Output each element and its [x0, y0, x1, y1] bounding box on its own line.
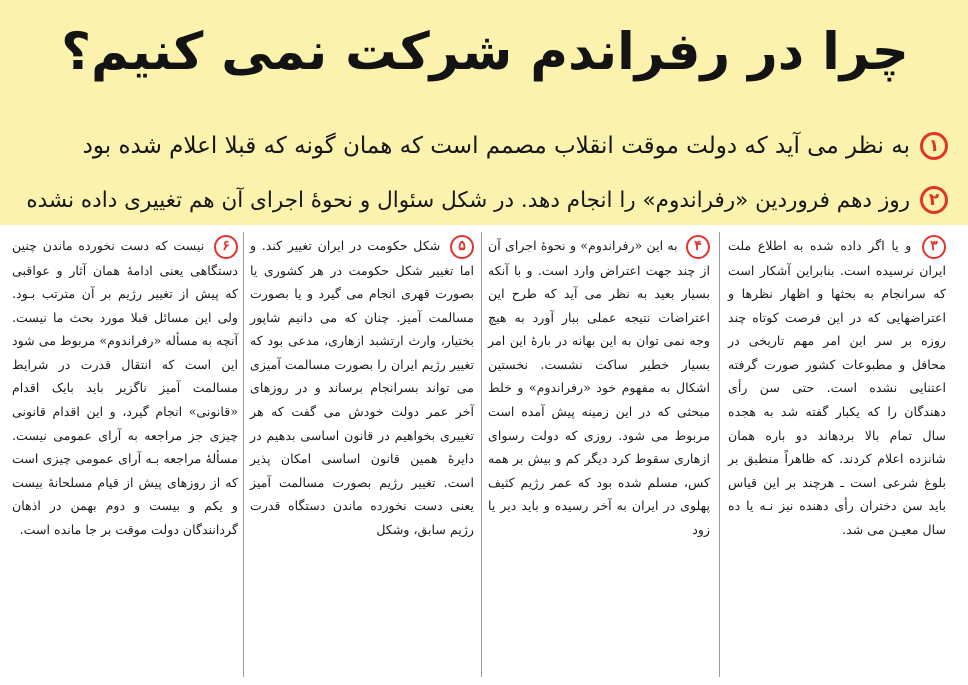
- column-text: نیست که دست نخورده ماندن چنین دستگاهی یعنی ادامهٔ همان آثار و عواقبی که پیش از تغییر رژیم بر آن مترتب بـود. ولی این مسائل قبلا مورد بحث ما نیست. آنچه به مسأله «رفراندوم» مربوط می شود این است که انتقال قدرت در شرایط مسالمت آمیز ناگزیر باید بایک اقدام «قانونی» انجام گیرد، و این اقدام قانونی چیزی جز مراجعه به آرای عمومی نیست. مسألهٔ مراجعه بـه آرای عمومی چیزی است که از روزهای پیش از قیام مسلحانهٔ بیست و یکم و بیست و دوم بهمن در اذهان گردانندگان دولت موقت بر جا مانده است.: [12, 238, 238, 538]
- headline: چرا در رفراندم شرکت نمی کنیم؟: [61, 22, 909, 82]
- paragraph-number-badge: ۴: [686, 235, 710, 259]
- text-column-1: [728, 234, 946, 542]
- paragraph-number-badge: ۱: [920, 132, 948, 160]
- paragraph-number-badge: ۳: [922, 235, 946, 259]
- intro-line-1: [18, 132, 948, 160]
- intro-line-text: به نظر می آید که دولت موقت انقلاب مصمم است که همان گونه که قبلا اعلام شده بود: [82, 133, 910, 159]
- intro-line-text: روز دهم فروردین «رفراندوم» را انجام دهد. در شکل سئوال و نحوهٔ اجرای آن هم تغییری داده نشده: [26, 187, 910, 213]
- column-divider: [719, 232, 720, 677]
- column-text: شکل حکومت در ایران تغییر کند. و اما تغییر شکل حکومت در هر کشوری یا بصورت قهری انجام می گیرد و یا بصورت مسالمت آمیز. چنان که می دانیم شاپور بختیار، وارث ارتشبد ازهاری، مدعی بود که تغییر رژیم ایران را بصورت مسالمت آمیزی می تواند بسرانجام برساند و در روزهای آخر عمر دولت خودش می گفت که هر تغییری بخواهیم در قانون اساسی بدهیم در دایرهٔ همین قانون اساسی امکان پذیر است. تغییر رژیم بصورت مسالمت آمیز یعنی دست نخورده ماندن دستگاه قدرت رژیم سابق، وشکل: [250, 238, 474, 538]
- text-column-2: [488, 234, 710, 542]
- paragraph-number-badge: ۵: [450, 235, 474, 259]
- text-column-3: [250, 234, 474, 542]
- column-text: به این «رفراندوم» و نحوهٔ اجرای آن از چند جهت اعتراض وارد است. و با آنکه بسیار بعید به نظر می آید که طرح این اعتراضات نتیجه عملی ببار آورد به هیچ وجه نمی توان به این بهانه در بارهٔ این امر بسیار خطیر ساکت نشست. نخستین اشکال به مفهوم خود «رفراندوم» و خلط مبحثی که در این زمینه پیش آمده است مربوط می شود. روزی که دولت رسوای ازهاری سقوط کرد دیگر کم و بیش بر همه کس، مسلم شده بود که عمر رژیم کثیف پهلوی در ایران به آخر رسیده و باید دیر یا زود: [488, 238, 710, 538]
- column-divider: [481, 232, 482, 677]
- intro-line-2: [18, 186, 948, 214]
- text-column-4: [12, 234, 238, 542]
- column-divider: [243, 232, 244, 677]
- column-text: و یا اگر داده شده به اطلاع ملت ایران نرسیده است. بنابراین آشکار است که سرانجام به بحثها و اظهار نظرها و اعتراضهایی که در این فرصت کوتاه چند روزه بر سر این امر مهم تاریخی در محافل و مطبوعات کشور صورت گرفته اعتنایی نشده است. حتی سن رأی دهندگان را که یکبار گفته شد به هجده سال تمام بالا بردهاند دو باره همان شانزده اعلام کردند. که ظاهراً منطبق بر بلوغ شرعی است ـ هرچند بر این قیاس باید سن دختران رأی دهنده نیز نـه یا ده سال معیـن می شد.: [728, 238, 946, 538]
- paragraph-number-badge: ۶: [214, 235, 238, 259]
- paragraph-number-badge: ۲: [920, 186, 948, 214]
